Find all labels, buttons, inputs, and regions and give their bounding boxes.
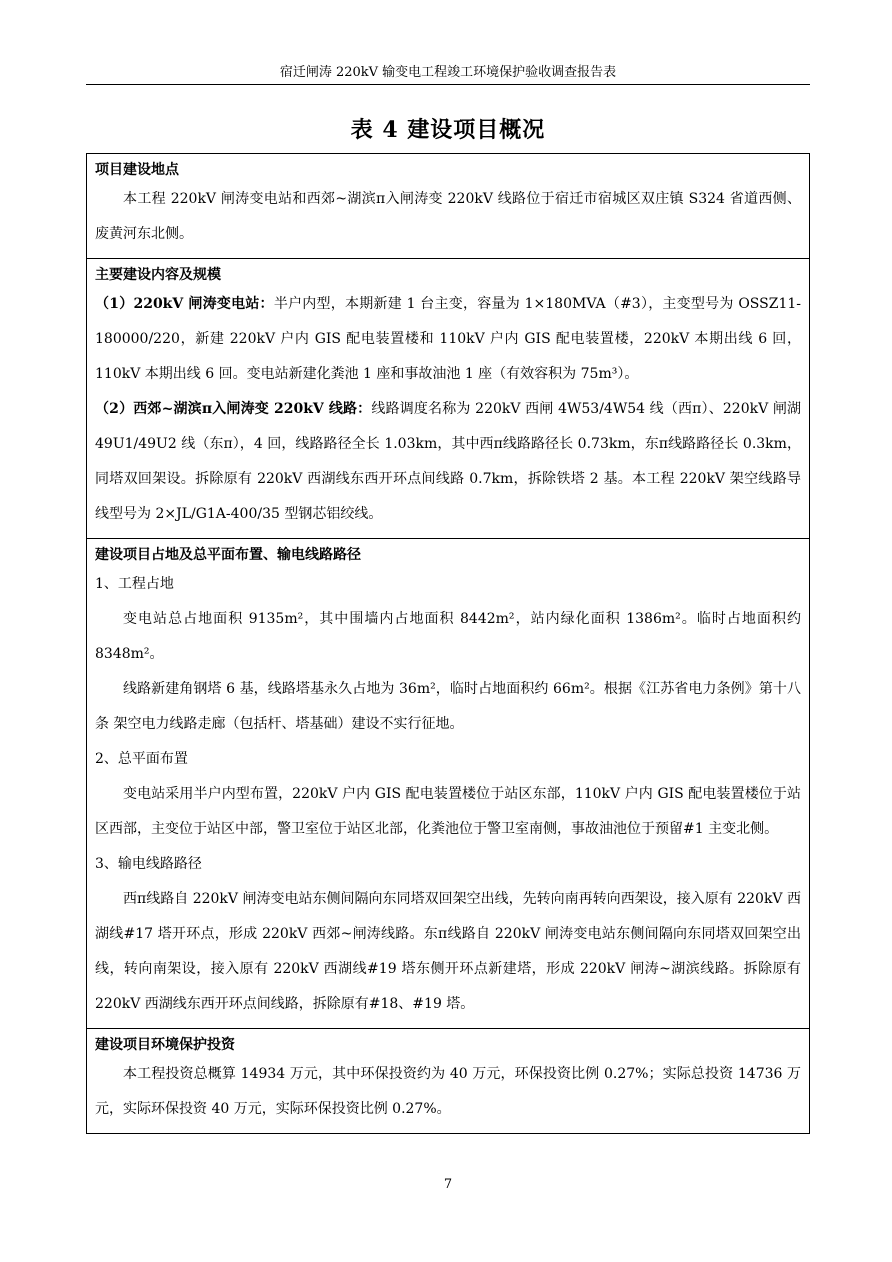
content-item-1 (95, 287, 801, 392)
section-investment (87, 1028, 809, 1133)
land-paragraph-2: 线路新建角钢塔 6 基，线路塔基永久占地为 36m²，临时占地面积约 66m²。根据《江苏省电力条例》第十八条 架空电力线路走廊（包括杆、塔基础）建设不实行征地。 (95, 681, 801, 732)
section-heading-location: 项目建设地点 (95, 162, 179, 178)
project-overview-table (86, 153, 810, 1134)
plan-paragraph: 变电站采用半户内型布置，220kV 户内 GIS 配电装置楼位于站区东部，110kV 户内 GIS 配电装置楼位于站区西部，主变位于站区中部，警卫室位于站区北部，化粪池位于警卫室南侧，事故油池位于预留#1 主变北侧。 (95, 786, 801, 837)
layout-subheading-land: 1、工程占地 (95, 576, 174, 592)
land-paragraph-1: 变电站总占地面积 9135m²，其中围墙内占地面积 8442m²，站内绿化面积 1386m²。临时占地面积约 8348m²。 (95, 611, 801, 662)
section-heading-layout: 建设项目占地及总平面布置、输电线路路径 (95, 547, 361, 563)
layout-subheading-plan: 2、总平面布置 (95, 751, 188, 767)
running-header: 宿迁闸涛 220kV 输变电工程竣工环境保护验收调查报告表 (279, 65, 617, 80)
section-heading-content: 主要建设内容及规模 (95, 267, 221, 283)
content-item-2-text: 线路调度名称为 220kV 西闸 4W53/4W54 线（西π）、220kV 闸湖 49U1/49U2 线（东π），4 回，线路路径全长 1.03km，其中西π线路路径长 0.73km，东π线路路径长 0.3km，同塔双回架设。拆除原有 220kV 西湖线东西开环点间线路 0.7km，拆除铁塔 2 基。本工程 220kV 架空线路导线型号为 2×JL/G1A-400/35 型钢芯铝绞线。 (95, 401, 801, 522)
section-heading-investment: 建设项目环境保护投资 (95, 1037, 235, 1053)
content-item-1-text: 半户内型，本期新建 1 台主变，容量为 1×180MVA（#3），主变型号为 OSSZ11-180000/220，新建 220kV 户内 GIS 配电装置楼和 110kV 户内 GIS 配电装置楼，220kV 本期出线 6 回，110kV 本期出线 6 回。变电站新建化粪池 1 座和事故油池 1 座（有效容积为 75m³）。 (95, 296, 802, 382)
section-content-scale (87, 258, 809, 538)
header-rule (86, 84, 810, 85)
content-item-1-label: （1）220kV 闸涛变电站： (95, 296, 274, 312)
route-paragraph: 西π线路自 220kV 闸涛变电站东侧间隔向东同塔双回架空出线，先转向南再转向西架设，接入原有 220kV 西湖线#17 塔开环点，形成 220kV 西郊~闸涛线路。东π线路自 220kV 闸涛变电站东侧间隔向东同塔双回架空出线，转向南架设，接入原有 220kV 西湖线#19 塔东侧开环点新建塔，形成 220kV 闸涛~湖滨线路。拆除原有 220kV 西湖线东西开环点间线路，拆除原有#18、#19 塔。 (95, 891, 801, 1012)
section-location (87, 154, 809, 258)
section-layout (87, 538, 809, 1028)
page-title: 表 4 建设项目概况 (350, 117, 546, 143)
layout-subheading-route: 3、输电线路路径 (95, 856, 202, 872)
page-number: 7 (443, 1177, 453, 1192)
content-item-2-label: （2）西郊~湖滨π入闸涛变 220kV 线路： (95, 401, 372, 417)
content-item-2 (95, 392, 801, 532)
investment-text: 本工程投资总概算 14934 万元，其中环保投资约为 40 万元，环保投资比例 0.27%；实际总投资 14736 万元，实际环保投资 40 万元，实际环保投资比例 0.27%。 (95, 1066, 801, 1117)
location-text: 本工程 220kV 闸涛变电站和西郊~湖滨π入闸涛变 220kV 线路位于宿迁市宿城区双庄镇 S324 省道西侧、废黄河东北侧。 (95, 191, 801, 242)
